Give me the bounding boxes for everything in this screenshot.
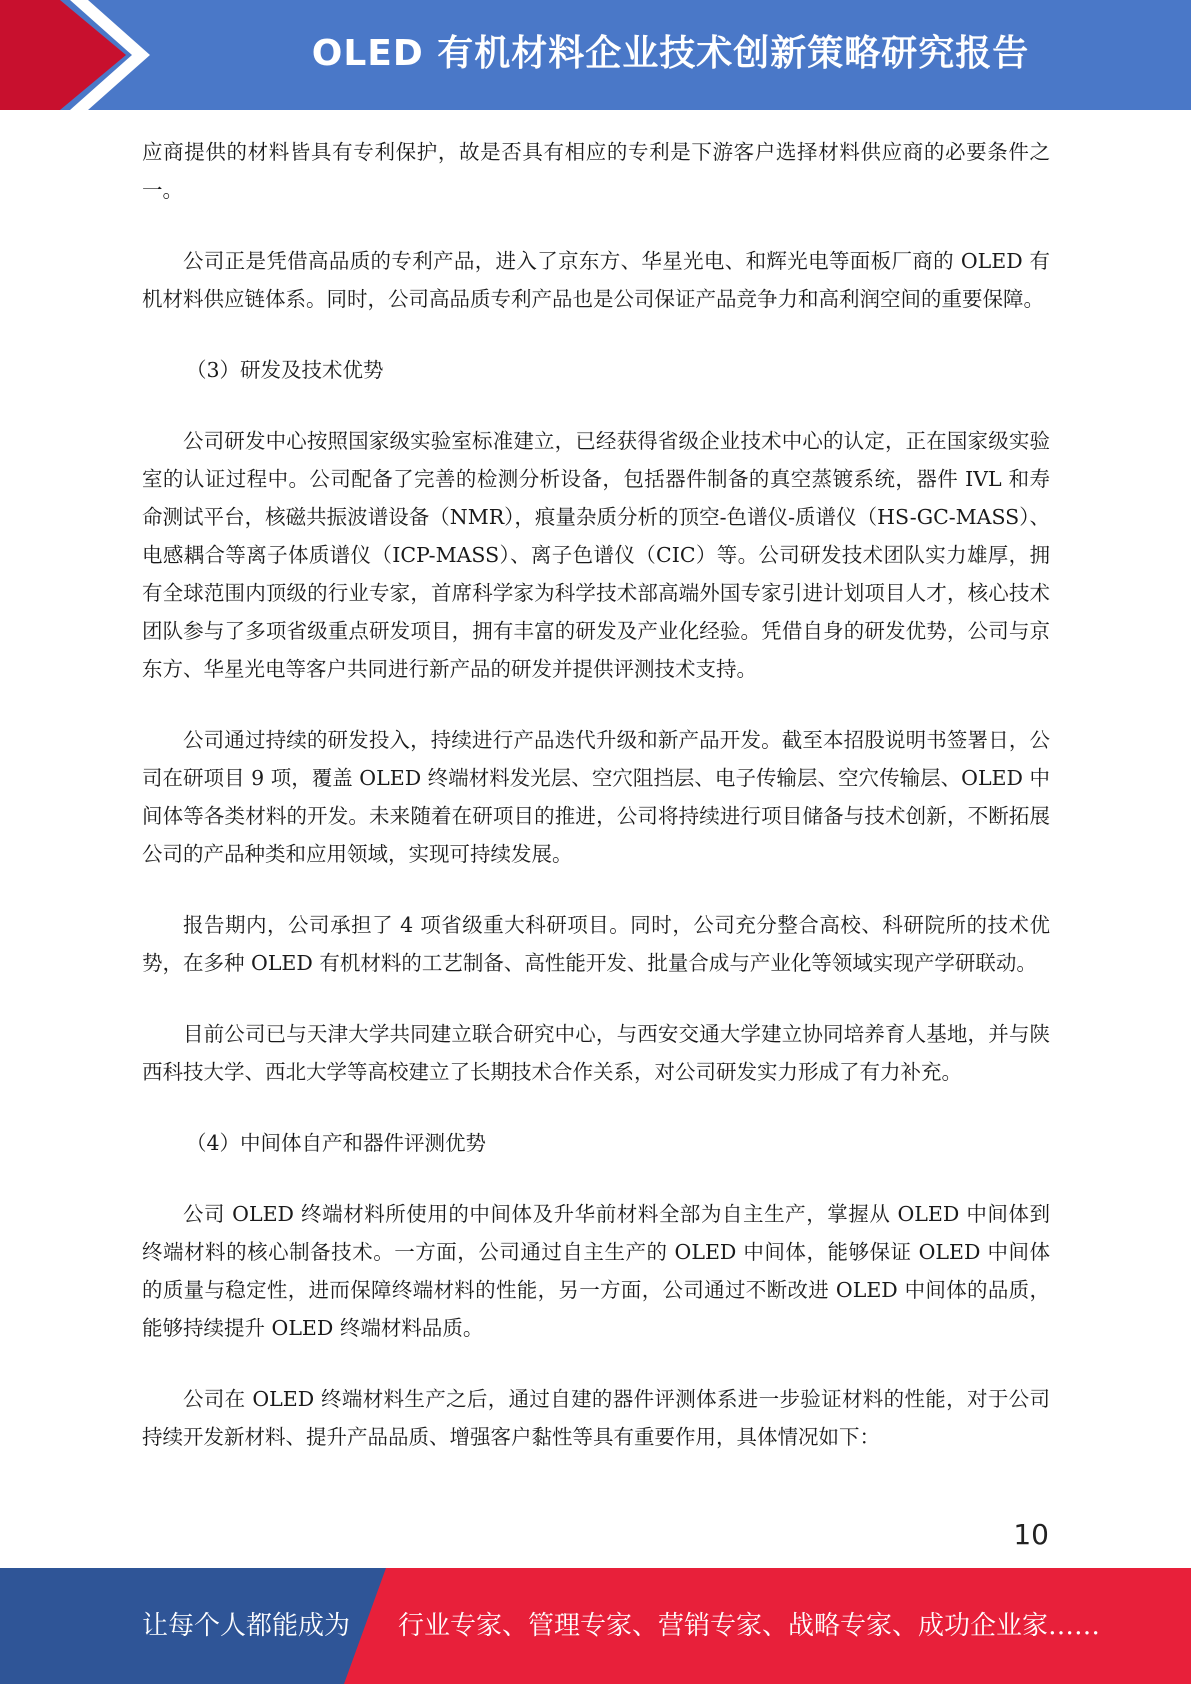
main-content	[142, 133, 1050, 1456]
footer-slogan-right: 行业专家、管理专家、营销专家、战略专家、成功企业家……	[398, 1611, 1101, 1641]
paragraph: 公司 OLED 终端材料所使用的中间体及升华前材料全部为自主生产，掌握从 OLED 中间体到终端材料的核心制备技术。一方面，公司通过自主生产的 OLED 中间体，能够保证 OLED 中间体的质量与稳定性，进而保障终端材料的性能，另一方面，公司通过不断改进 OLED 中间体的品质，能够持续提升 OLED 终端材料品质。	[142, 1202, 1050, 1340]
page-footer	[0, 1568, 1191, 1684]
page-number: 10	[1013, 1518, 1049, 1551]
footer-slogan-left: 让每个人都能成为	[142, 1611, 351, 1641]
document-title: OLED 有机材料企业技术创新策略研究报告	[311, 33, 1030, 74]
header-chevron-graphic	[0, 0, 160, 110]
paragraph: 公司在 OLED 终端材料生产之后，通过自建的器件评测体系进一步验证材料的性能，对于公司持续开发新材料、提升产品品质、增强客户黏性等具有重要作用，具体情况如下：	[142, 1387, 1050, 1449]
paragraph: 应商提供的材料皆具有专利保护，故是否具有相应的专利是下游客户选择材料供应商的必要条件之一。	[142, 140, 1050, 202]
paragraph: 公司通过持续的研发投入，持续进行产品迭代升级和新产品开发。截至本招股说明书签署日，公司在研项目 9 项，覆盖 OLED 终端材料发光层、空穴阻挡层、电子传输层、空穴传输层、OLED 中间体等各类材料的开发。未来随着在研项目的推进，公司将持续进行项目储备与技术创新，不断拓展公司的产品种类和应用领域，实现可持续发展。	[142, 728, 1050, 866]
paragraph: 公司正是凭借高品质的专利产品，进入了京东方、华星光电、和辉光电等面板厂商的 OLED 有机材料供应链体系。同时，公司高品质专利产品也是公司保证产品竞争力和高利润空间的重要保障。	[142, 249, 1050, 311]
page-header	[0, 0, 1191, 110]
paragraph: 报告期内，公司承担了 4 项省级重大科研项目。同时，公司充分整合高校、科研院所的技术优势，在多种 OLED 有机材料的工艺制备、高性能开发、批量合成与产业化等领域实现产学研联动。	[142, 913, 1050, 975]
section-heading: （3）研发及技术优势	[186, 358, 384, 382]
paragraph: 目前公司已与天津大学共同建立联合研究中心，与西安交通大学建立协同培养育人基地，并与陕西科技大学、西北大学等高校建立了长期技术合作关系，对公司研发实力形成了有力补充。	[142, 1022, 1050, 1084]
section-heading: （4）中间体自产和器件评测优势	[186, 1131, 487, 1155]
paragraph: 公司研发中心按照国家级实验室标准建立，已经获得省级企业技术中心的认定，正在国家级实验室的认证过程中。公司配备了完善的检测分析设备，包括器件制备的真空蒸镀系统，器件 IVL 和寿命测试平台，核磁共振波谱设备（NMR），痕量杂质分析的顶空-色谱仪-质谱仪（HS-GC-MASS）、电感耦合等离子体质谱仪（ICP-MASS）、离子色谱仪（CIC）等。公司研发技术团队实力雄厚，拥有全球范围内顶级的行业专家，首席科学家为科学技术部高端外国专家引进计划项目人才，核心技术团队参与了多项省级重点研发项目，拥有丰富的研发及产业化经验。凭借自身的研发优势，公司与京东方、华星光电等客户共同进行新产品的研发并提供评测技术支持。	[142, 429, 1050, 681]
